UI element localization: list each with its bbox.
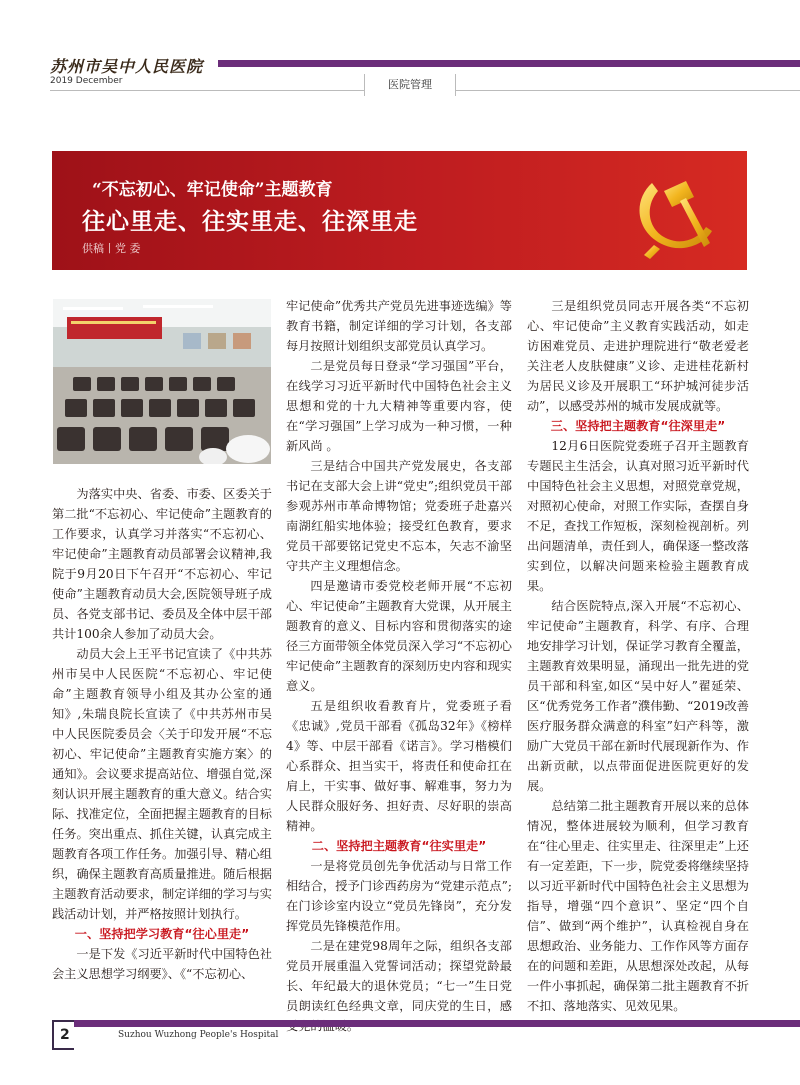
paragraph: 一是下发《习近平新时代中国特色社会主义思想学习纲要》、《“不忘初心、 bbox=[52, 947, 272, 981]
page-number: 2 bbox=[52, 1020, 74, 1050]
paragraph: 五是组织收看教育片，党委班子看《忠诚》,党员干部看《孤岛32年》《榜样4》等、中层干部看《诺言》。学习楷模们心系群众、担当实干，将责任和使命扛在肩上，干实事、做好事、解难事，努力为人民群众服好务、担好责、尽好职的崇高精神。 bbox=[286, 699, 512, 833]
article-column-2 bbox=[286, 296, 512, 1036]
paragraph: 三是结合中国共产党发展史，各支部书记在支部大会上讲“党史”;组织党员干部参观苏州市革命博物馆；党委班子赴嘉兴南湖红船实地体验；接受红色教育，要求党员干部要铭记党史不忘本，矢志不渝坚守共产主义理想信念。 bbox=[286, 459, 512, 573]
article-column-1 bbox=[52, 484, 272, 984]
article-column-3 bbox=[527, 296, 749, 1016]
paragraph: 12月6日医院党委班子召开主题教育专题民主生活会，认真对照习近平新时代中国特色社会主义思想，对照党章党规，对照初心使命，对照工作实际，查摆自身不足，查找工作短板，深刻检视剖析。列出问题清单，责任到人，确保逐一整改落实到位，以解决问题来检验主题教育成果。 bbox=[527, 439, 749, 593]
section-heading-2: 二、坚持把主题教育“往实里走” bbox=[311, 839, 487, 853]
journal-title: 苏州市吴中人民医院 bbox=[50, 57, 204, 76]
paragraph: 为落实中央、省委、市委、区委关于第二批“不忘初心、牢记使命”主题教育的工作要求，认真学习并落实“不忘初心、牢记使命”主题教育动员部署会议精神,我院于9月20日下午召开“不忘初心、牢记使命”主题教育动员大会,医院领导班子成员、各党支部书记、委员及全体中层干部共计100余人参加了动员大会。 bbox=[52, 487, 272, 641]
section-heading-3: 三、坚持把主题教育“往深里走” bbox=[550, 419, 726, 433]
issue-date: 2019 December bbox=[50, 76, 123, 86]
paragraph: 一是将党员创先争优活动与日常工作相结合，授予门诊西药房为“党建示范点”;在门诊诊室内设立“党员先锋岗”，充分发挥党员先锋模范作用。 bbox=[286, 859, 512, 933]
section-heading-1: 一、坚持把学习教育“往心里走” bbox=[74, 927, 250, 941]
footer-bar bbox=[74, 1020, 800, 1027]
article-headline: 往心里走、往实里走、往深里走 bbox=[82, 209, 418, 235]
article-credit: 供稿丨党 委 bbox=[82, 242, 141, 255]
paragraph: 二是在建党98周年之际，组织各支部党员开展重温入党誓词活动；探望党龄最长、年纪最大的退休党员；“七一”生日党员朗读红色经典文章，同庆党的生日，感 bbox=[286, 939, 512, 1013]
paragraph: 二是党员每日登录“学习强国”平台，在线学习习近平新时代中国特色社会主义思想和党的十九大精神等重要内容，使在“学习强国”上学习成为一种习惯，一种新风尚 。 bbox=[286, 359, 512, 453]
section-label: 医院管理 bbox=[364, 74, 456, 96]
paragraph: 三是组织党员同志开展各类“不忘初心、牢记使命”主义教育实践活动，如走访困难党员、走进护理院进行“敬老爱老 关注老人皮肤健康”义诊、走进桂花新村为居民义诊及开展职工“环护城河徒步活动”，以感受苏州的城市发展成就等。 bbox=[527, 299, 749, 413]
hammer-sickle-icon bbox=[624, 161, 724, 261]
article-kicker: “不忘初心、牢记使命”主题教育 bbox=[92, 180, 333, 200]
paragraph: 动员大会上王平书记宣读了《中共苏州市吴中人民医院“不忘初心、牢记使命”主题教育领导小组及其办公室的通知》,朱瑞良院长宣读了《中共苏州市吴中人民医院委员会〈关于印发开展“不忘初心、牢记使命”主题教育实施方案〉的通知》。会议要求提高站位、增强自觉,深刻认识开展主题教育的重大意义。结合实际、找准定位，全面把握主题教育的目标任务。突出重点、抓住关键，认真完成主题教育各项工作任务。加强引导、精心组织，确保主题教育高质量推进。随后根据主题教育活动要求，制定详细的学习与实践活动计划，并严格按照计划执行。 bbox=[52, 647, 272, 921]
masthead-bar bbox=[218, 60, 800, 67]
meeting-hall-photo bbox=[53, 299, 271, 464]
paragraph: 牢记使命”优秀共产党员先进事迹选编》等教育书籍，制定详细的学习计划，各支部每月按照计划组织支部党员认真学习。 bbox=[286, 299, 512, 353]
article-banner bbox=[52, 151, 747, 270]
paragraph: 四是邀请市委党校老师开展“不忘初心、牢记使命”主题教育大党课，从开展主题教育的意义、目标内容和贯彻落实的途径三方面带领全体党员深入学习“不忘初心 牢记使命”主题教育的深刻历史内容和现实意义。 bbox=[286, 579, 512, 693]
footer-hospital-name: Suzhou Wuzhong People's Hospital bbox=[118, 1030, 279, 1040]
paragraph: 结合医院特点,深入开展“不忘初心、牢记使命”主题教育，科学、有序、合理地安排学习计划，保证学习教育全覆盖，主题教育效果明显，涌现出一批先进的党员干部和科室,如区“吴中好人”翟延荣、区“优秀党务工作者”濮伟勤、“2019改善医疗服务群众满意的科室”妇产科等，激励广大党员干部在新时代展现新作为、作出新贡献，以点带面促进医院更好的发展。 bbox=[527, 599, 749, 793]
paragraph: 总结第二批主题教育开展以来的总体情况，整体进展较为顺利，但学习教育在“往心里走、往实里走、往深里走”上还有一定差距，下一步，院党委将继续坚持以习近平新时代中国特色社会主义思想为指导，增强“四个意识”、坚定“四个自信”、做到“两个维护”，认真检视自身在思想政治、业务能力、工作作风等方面存在的问题和差距，从思想深处改起，从每一件小事抓起，确保第二批主题教育不折不扣、落地落实、见效见果。 bbox=[527, 799, 749, 1013]
meeting-photo-illustration bbox=[53, 299, 271, 464]
